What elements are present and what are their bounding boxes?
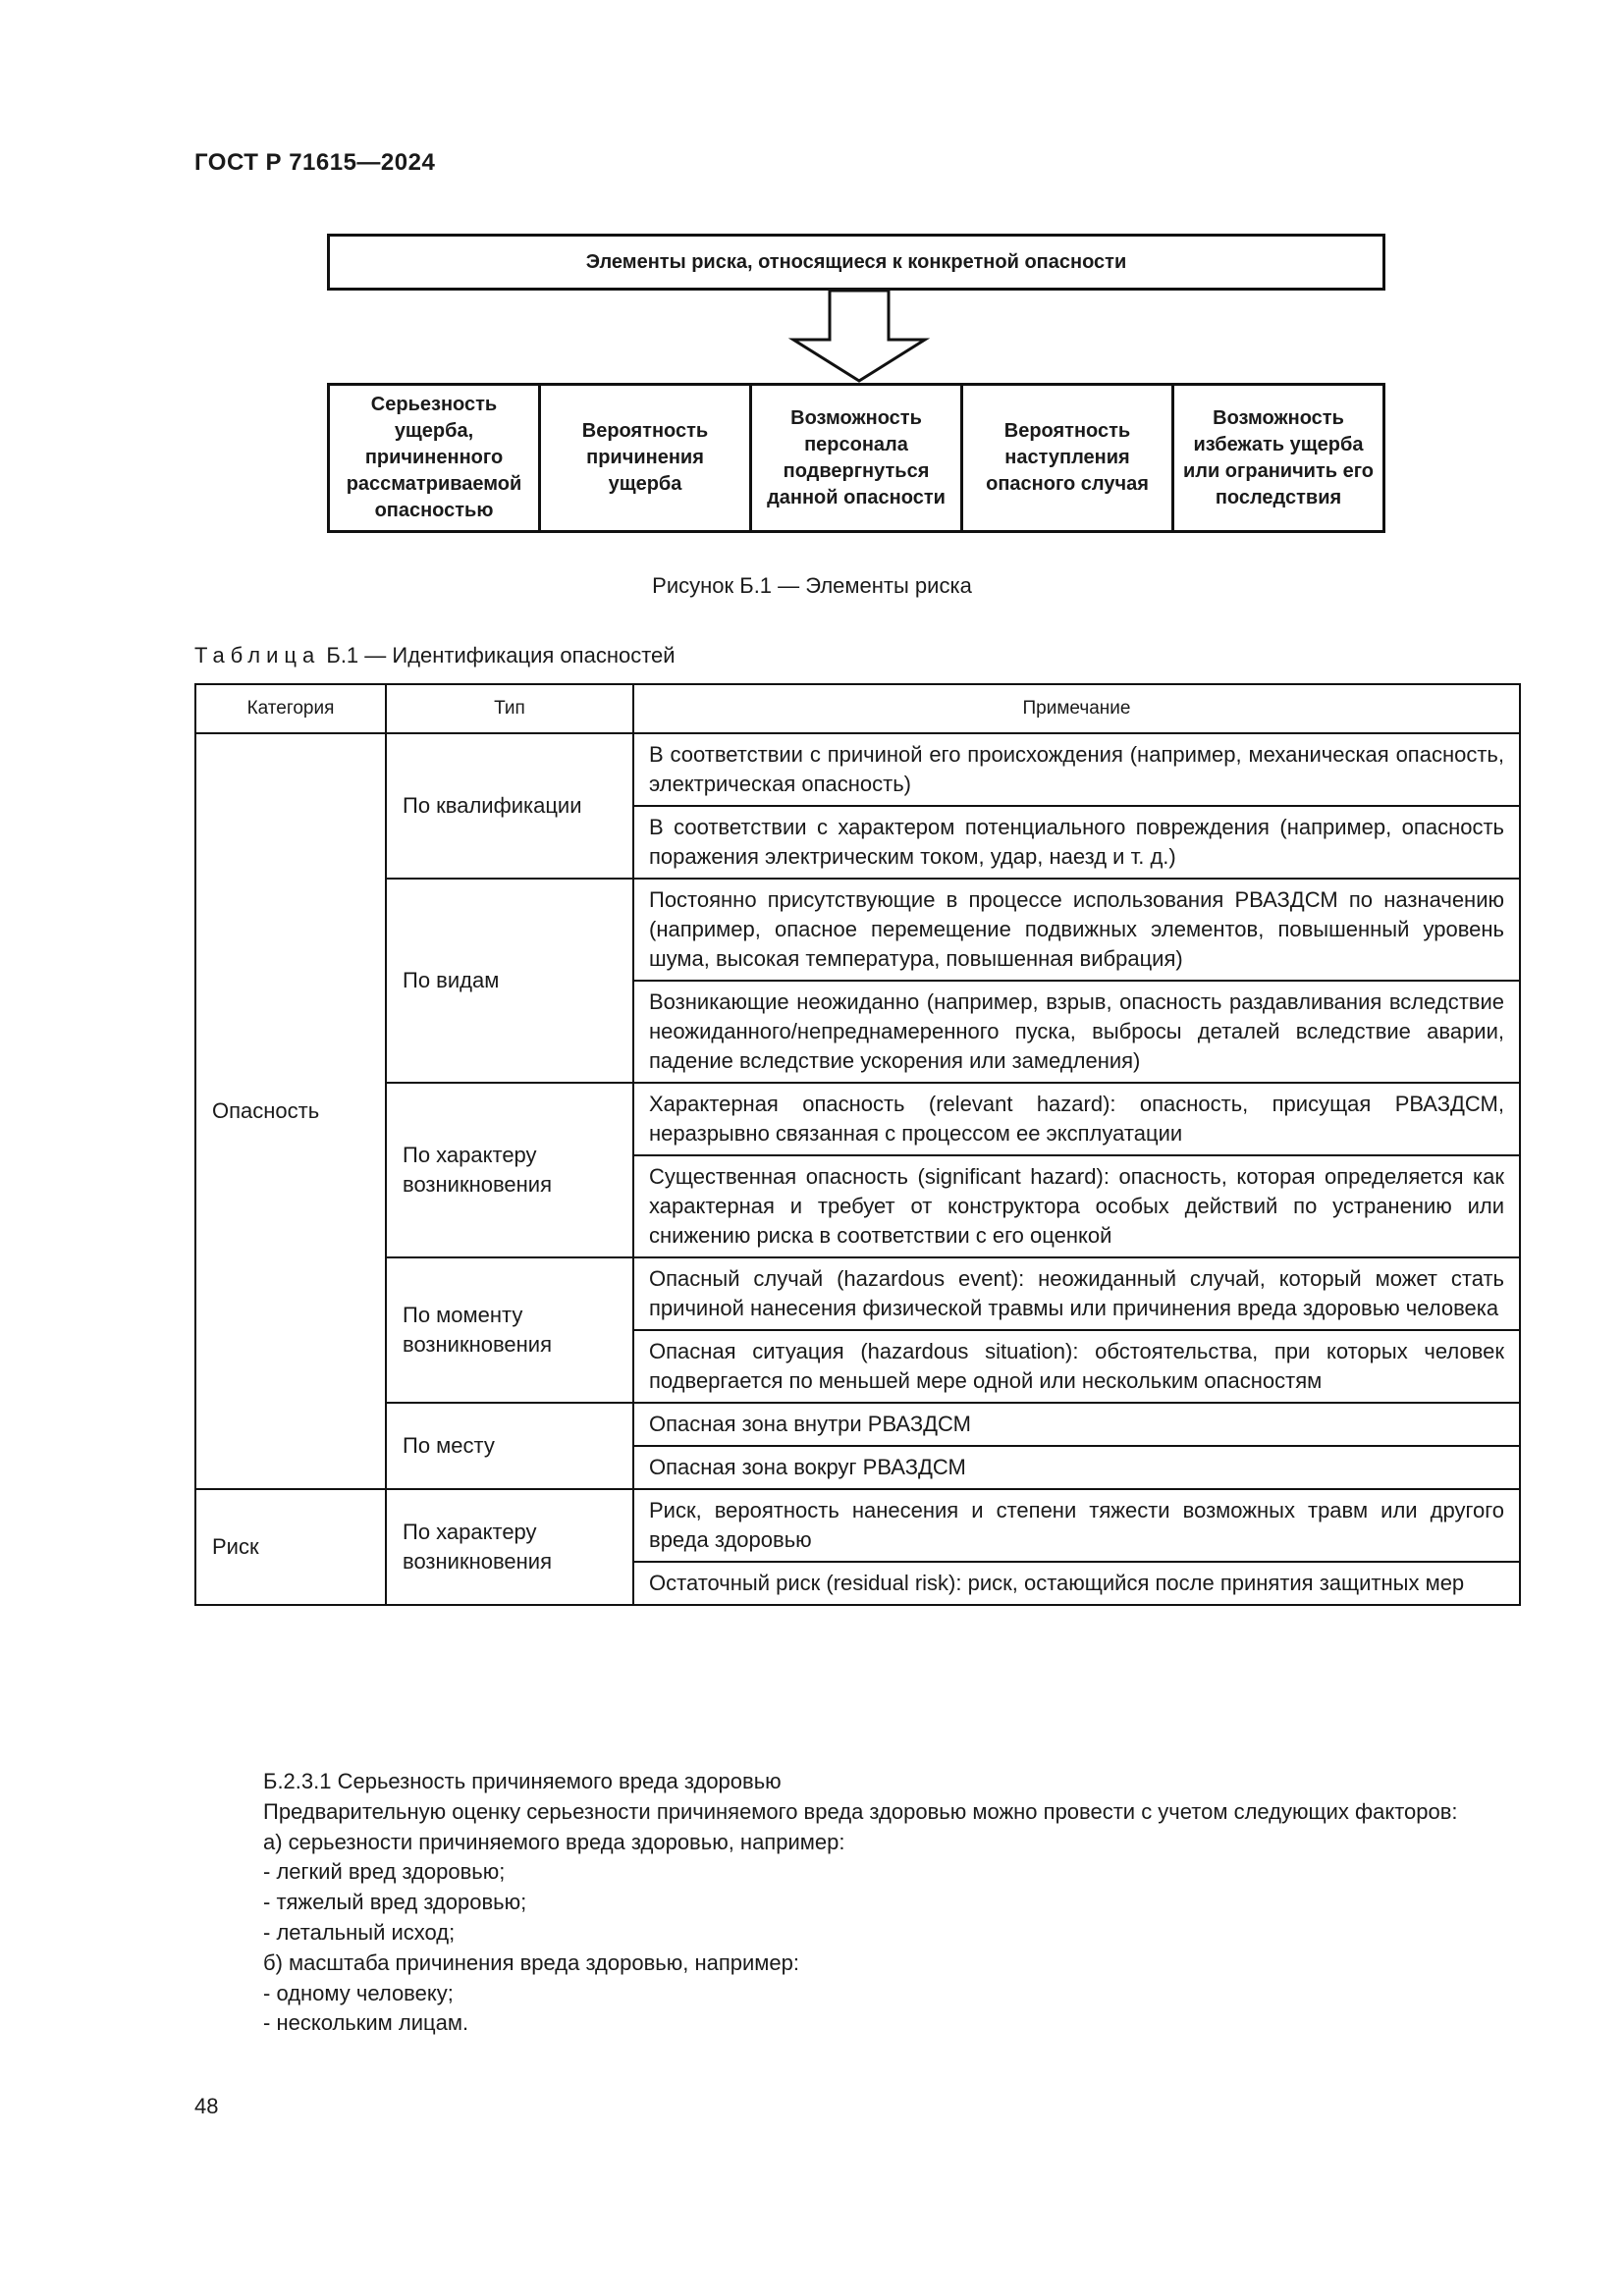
figure-element-4: Вероятность наступления опасного случая — [960, 386, 1171, 530]
category-cell: Опасность — [195, 733, 386, 1489]
table-row — [195, 1083, 1520, 1155]
header-category: Категория — [195, 684, 386, 733]
header-note: Примечание — [633, 684, 1520, 733]
table-row — [195, 733, 1520, 806]
note-cell: Опасный случай (hazardous event): неожиданный случай, который может стать причиной нанесения физической травмы или причинения вреда здоровью человека — [633, 1257, 1520, 1330]
table-row — [195, 1257, 1520, 1330]
list-item: а) серьезности причиняемого вреда здоровью, например: — [263, 1829, 845, 1854]
type-cell: По характеру возникновения — [386, 1083, 633, 1257]
page-number: 48 — [194, 2094, 219, 2118]
table-row — [195, 879, 1520, 981]
list-item: - нескольким лицам. — [263, 2010, 469, 2036]
paragraph: Предварительную оценку серьезности причиняемого вреда здоровью можно провести с учетом следующих факторов: — [263, 1798, 1458, 1824]
list-item: - летальный исход; — [263, 1919, 456, 1945]
hazard-identification-table — [194, 683, 1521, 1606]
figure-top-box: Элементы риска, относящиеся к конкретной опасности — [327, 234, 1385, 291]
note-cell: Постоянно присутствующие в процессе использования РВАЗДСМ по назначению (например, опасное перемещение подвижных элементов, повышенный уровень шума, высокая температура, повышенная вибрация) — [633, 879, 1520, 981]
note-cell: Остаточный риск (residual risk): риск, остающийся после принятия защитных мер — [633, 1562, 1520, 1605]
type-cell: По месту — [386, 1403, 633, 1489]
note-cell: В соответствии с причиной его происхождения (например, механическая опасность, электрическая опасность) — [633, 733, 1520, 806]
figure-caption: Рисунок Б.1 — Элементы риска — [652, 573, 972, 598]
list-item: - тяжелый вред здоровью; — [263, 1890, 527, 1915]
figure-element-1: Серьезность ущерба, причиненного рассматриваемой опасностью — [346, 394, 522, 521]
table-row — [195, 1403, 1520, 1446]
type-cell: По моменту возникновения — [386, 1257, 633, 1403]
note-cell: Опасная зона вокруг РВАЗДСМ — [633, 1446, 1520, 1489]
table-title — [194, 643, 676, 668]
type-cell: По квалификации — [386, 733, 633, 879]
figure-elements-row — [327, 383, 1385, 533]
figure-element-3: Возможность персонала подвергнуться данной опасности — [749, 386, 960, 530]
category-cell: Риск — [195, 1489, 386, 1605]
note-cell: Возникающие неожиданно (например, взрыв, опасность раздавливания вследствие неожиданного/непреднамеренного пуска, выбросы деталей вследствие аварии, падение вследствие ускорения или замедления) — [633, 981, 1520, 1083]
table-row — [195, 1489, 1520, 1562]
figure-element-5: Возможность избежать ущерба или ограничить его последствия — [1171, 386, 1382, 530]
list-item: - одному человеку; — [263, 1980, 454, 2005]
down-arrow-icon — [785, 291, 933, 385]
note-cell: Существенная опасность (significant hazard): опасность, которая определяется как характерная и требует от конструктора особых действий по устранению или снижению риска в соответствии с его оценкой — [633, 1155, 1520, 1257]
note-cell: Опасная зона внутри РВАЗДСМ — [633, 1403, 1520, 1446]
list-item: - легкий вред здоровью; — [263, 1859, 506, 1885]
note-cell: Характерная опасность (relevant hazard): опасность, присущая РВАЗДСМ, неразрывно связанная с процессом ее эксплуатации — [633, 1083, 1520, 1155]
section-title: Б.2.3.1 Серьезность причиняемого вреда здоровью — [263, 1769, 782, 1793]
table-header-row — [195, 684, 1520, 733]
note-cell: Риск, вероятность нанесения и степени тяжести возможных травм или другого вреда здоровью — [633, 1489, 1520, 1562]
header-type: Тип — [386, 684, 633, 733]
body-text — [194, 1767, 1519, 2039]
type-cell: По характеру возникновения — [386, 1489, 633, 1605]
note-cell: В соответствии с характером потенциального повреждения (например, опасность поражения электрическим током, удар, наезд и т. д.) — [633, 806, 1520, 879]
type-cell: По видам — [386, 879, 633, 1083]
figure-element-2: Вероятность причинения ущерба — [538, 386, 749, 530]
list-item: б) масштаба причинения вреда здоровью, например: — [263, 1949, 800, 1975]
document-header: ГОСТ Р 71615—2024 — [194, 149, 436, 176]
table-title-rest: Б.1 — Идентификация опасностей — [320, 643, 676, 667]
note-cell: Опасная ситуация (hazardous situation): обстоятельства, при которых человек подвергается по меньшей мере одной или нескольким опасностям — [633, 1330, 1520, 1403]
table-title-word: Таблица — [194, 643, 321, 667]
